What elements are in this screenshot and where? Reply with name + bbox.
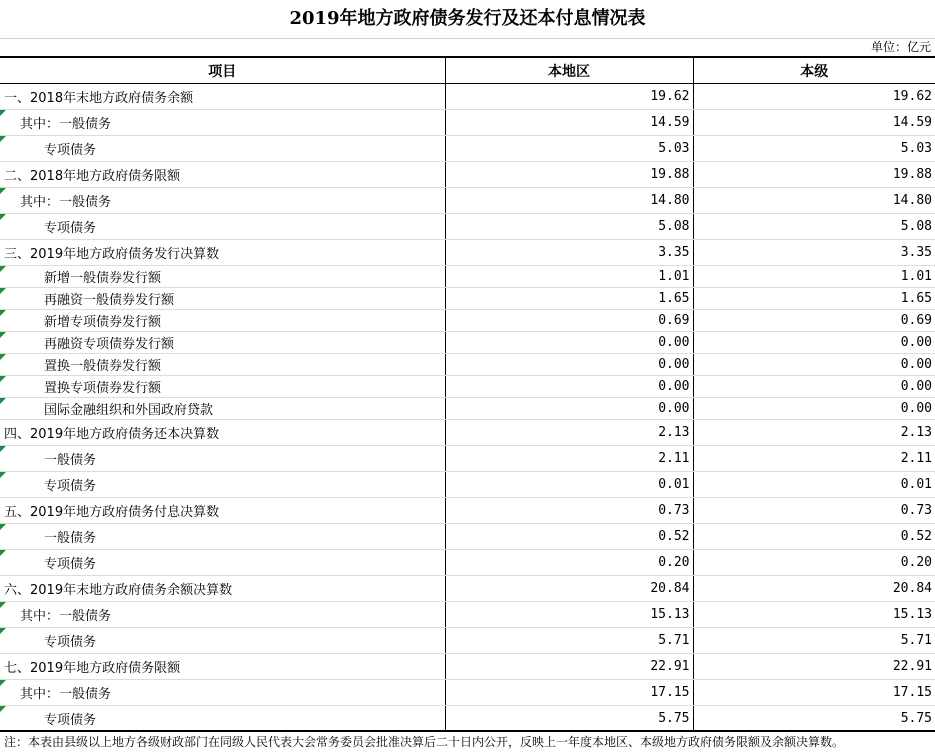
row-label-cell[interactable] [0,214,445,240]
cell-marker-icon [0,354,6,360]
value-own-cell[interactable]: 0.00 [693,376,935,398]
value-local-cell[interactable]: 0.00 [445,332,693,354]
row-label: 国际金融组织和外国政府贷款 [44,403,214,418]
table-row [0,214,935,240]
row-label: 六、2019年末地方政府债务余额决算数 [4,583,233,598]
row-label: 一般债务 [44,453,97,468]
row-label: 四、2019年地方政府债务还本决算数 [4,427,220,442]
row-label-cell[interactable] [0,706,445,732]
value-local-cell[interactable]: 0.73 [445,498,693,524]
cell-marker-icon [0,680,6,686]
value-own-cell[interactable]: 1.65 [693,288,935,310]
row-label-cell[interactable] [0,310,445,332]
row-label-cell[interactable] [0,162,445,188]
value-own-cell[interactable]: 0.00 [693,332,935,354]
row-label: 其中：一般债务 [20,195,112,210]
cell-marker-icon [0,398,6,404]
unit-label: 单位：亿元 [870,40,931,54]
row-label-cell[interactable] [0,498,445,524]
cell-marker-icon [0,602,6,608]
cell-marker-icon [0,110,6,116]
table-row [0,188,935,214]
value-own-cell[interactable]: 14.59 [693,110,935,136]
cell-marker-icon [0,136,6,142]
table-row [0,136,935,162]
cell-marker-icon [0,188,6,194]
row-label: 新增一般债券发行额 [44,271,162,286]
row-label: 一般债务 [44,531,97,546]
value-own-cell[interactable]: 5.08 [693,214,935,240]
footnote: 注：本表由县级以上地方各级财政部门在同级人民代表大会常务委员会批准决算后二十日内公开，反映上一年度本地区、本级地方政府债务限额及余额决算数。 [0,730,935,751]
value-local-cell[interactable]: 2.11 [445,446,693,472]
row-label: 专项债务 [44,557,97,572]
value-own-cell[interactable]: 0.00 [693,354,935,376]
cell-marker-icon [0,706,6,712]
value-local-cell[interactable]: 0.52 [445,524,693,550]
value-own-cell[interactable]: 5.75 [693,706,935,732]
row-label: 专项债务 [44,143,97,158]
column-header-item: 项目 [0,57,445,84]
value-local-cell[interactable]: 0.00 [445,354,693,376]
column-header-local: 本地区 [445,57,693,84]
row-label: 置换一般债券发行额 [44,359,162,374]
table-row [0,240,935,266]
table-row [0,398,935,420]
value-local-cell[interactable]: 5.75 [445,706,693,732]
page-title: 2019年地方政府债务发行及还本付息情况表 [289,8,646,29]
gridline [0,38,935,39]
cell-marker-icon [0,266,6,272]
table-row [0,110,935,136]
row-label: 三、2019年地方政府债务发行决算数 [4,247,220,262]
row-label-cell[interactable] [0,472,445,498]
row-label-cell[interactable] [0,420,445,446]
value-own-cell[interactable]: 2.13 [693,420,935,446]
row-label-cell[interactable] [0,110,445,136]
table-row [0,310,935,332]
cell-marker-icon [0,332,6,338]
row-label-cell[interactable] [0,240,445,266]
row-label: 再融资一般债券发行额 [44,293,175,308]
value-local-cell[interactable]: 17.15 [445,680,693,706]
row-label-cell[interactable] [0,654,445,680]
row-label: 再融资专项债券发行额 [44,337,175,352]
table-row [0,420,935,446]
value-local-cell[interactable]: 0.01 [445,472,693,498]
row-label-cell[interactable] [0,288,445,310]
cell-marker-icon [0,524,6,530]
value-local-cell[interactable]: 19.62 [445,84,693,110]
row-label: 专项债务 [44,479,97,494]
value-own-cell[interactable]: 3.35 [693,240,935,266]
row-label-cell[interactable] [0,550,445,576]
value-local-cell[interactable]: 0.20 [445,550,693,576]
row-label: 一、2018年末地方政府债务余额 [4,91,194,106]
value-local-cell[interactable]: 20.84 [445,576,693,602]
value-own-cell[interactable]: 19.62 [693,84,935,110]
table-row [0,680,935,706]
debt-table [0,56,935,732]
row-label-cell[interactable] [0,84,445,110]
value-own-cell[interactable]: 5.71 [693,628,935,654]
cell-marker-icon [0,628,6,634]
value-local-cell[interactable]: 2.13 [445,420,693,446]
table-row [0,266,935,288]
value-own-cell[interactable]: 14.80 [693,188,935,214]
value-local-cell[interactable]: 5.08 [445,214,693,240]
cell-marker-icon [0,214,6,220]
value-own-cell[interactable]: 0.52 [693,524,935,550]
row-label-cell[interactable] [0,354,445,376]
value-local-cell[interactable]: 1.65 [445,288,693,310]
value-local-cell[interactable]: 5.03 [445,136,693,162]
value-local-cell[interactable]: 19.88 [445,162,693,188]
table-row [0,654,935,680]
row-label-cell[interactable] [0,376,445,398]
value-own-cell[interactable]: 20.84 [693,576,935,602]
table-row [0,706,935,732]
table-row [0,550,935,576]
value-own-cell[interactable]: 2.11 [693,446,935,472]
value-own-cell[interactable]: 0.01 [693,472,935,498]
row-label: 五、2019年地方政府债务付息决算数 [4,505,220,520]
table-row [0,472,935,498]
value-local-cell[interactable]: 1.01 [445,266,693,288]
table-row [0,576,935,602]
row-label-cell[interactable] [0,266,445,288]
row-label-cell[interactable] [0,524,445,550]
row-label-cell[interactable] [0,602,445,628]
table-row [0,162,935,188]
column-header-own: 本级 [693,57,935,84]
value-local-cell[interactable]: 0.00 [445,398,693,420]
row-label-cell[interactable] [0,680,445,706]
row-label-cell[interactable] [0,628,445,654]
value-own-cell[interactable]: 1.01 [693,266,935,288]
table-row [0,332,935,354]
table-row [0,524,935,550]
table-body [0,84,935,732]
value-local-cell[interactable]: 22.91 [445,654,693,680]
row-label: 专项债务 [44,221,97,236]
row-label: 其中：一般债务 [20,687,112,702]
row-label: 专项债务 [44,713,97,728]
value-own-cell[interactable]: 19.88 [693,162,935,188]
value-own-cell[interactable]: 0.20 [693,550,935,576]
table-row [0,446,935,472]
row-label-cell[interactable] [0,398,445,420]
cell-marker-icon [0,550,6,556]
row-label: 二、2018年地方政府债务限额 [4,169,181,184]
cell-marker-icon [0,376,6,382]
table-header-row [0,57,935,84]
value-local-cell[interactable]: 15.13 [445,602,693,628]
row-label: 置换专项债券发行额 [44,381,162,396]
row-label: 其中：一般债务 [20,609,112,624]
table-row [0,84,935,110]
row-label-cell[interactable] [0,188,445,214]
value-own-cell[interactable]: 0.69 [693,310,935,332]
value-local-cell[interactable]: 0.69 [445,310,693,332]
value-local-cell[interactable]: 0.00 [445,376,693,398]
cell-marker-icon [0,472,6,478]
table-row [0,288,935,310]
table-row [0,498,935,524]
value-local-cell[interactable]: 3.35 [445,240,693,266]
table-row [0,628,935,654]
row-label: 专项债务 [44,635,97,650]
row-label-cell[interactable] [0,332,445,354]
row-label: 其中：一般债务 [20,117,112,132]
row-label-cell[interactable] [0,446,445,472]
value-local-cell[interactable]: 5.71 [445,628,693,654]
value-own-cell[interactable]: 0.73 [693,498,935,524]
value-local-cell[interactable]: 14.80 [445,188,693,214]
cell-marker-icon [0,446,6,452]
value-own-cell[interactable]: 5.03 [693,136,935,162]
value-own-cell[interactable]: 0.00 [693,398,935,420]
value-own-cell[interactable]: 17.15 [693,680,935,706]
table-row [0,602,935,628]
row-label-cell[interactable] [0,136,445,162]
table-row [0,376,935,398]
row-label-cell[interactable] [0,576,445,602]
row-label: 新增专项债券发行额 [44,315,162,330]
value-own-cell[interactable]: 22.91 [693,654,935,680]
value-local-cell[interactable]: 14.59 [445,110,693,136]
value-own-cell[interactable]: 15.13 [693,602,935,628]
cell-marker-icon [0,288,6,294]
table-row [0,354,935,376]
row-label: 七、2019年地方政府债务限额 [4,661,181,676]
cell-marker-icon [0,310,6,316]
